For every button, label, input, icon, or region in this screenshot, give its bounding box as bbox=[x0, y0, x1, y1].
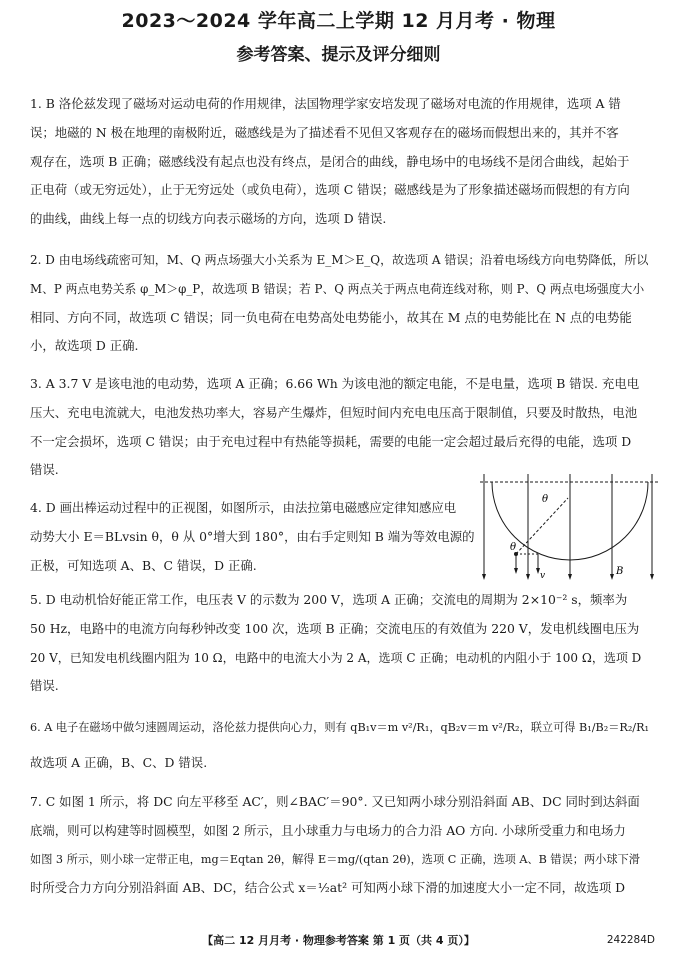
answer-q5 bbox=[30, 586, 650, 701]
answer-line: 20 V，已知发电机线圈内阻为 10 Ω，电路中的电流大小为 2 A，选项 C 正确；电动机的内阻小于 100 Ω，选项 D bbox=[30, 650, 642, 665]
answer-line: 故选项 A 正确，B、C、D 错误. bbox=[30, 754, 208, 770]
page-title: 2023～2024 学年高二上学期 12 月月考 · 物理 bbox=[121, 10, 556, 32]
answer-q1 bbox=[30, 90, 650, 234]
answer-line: 误；地磁的 N 极在地理的南极附近，磁感线是为了描述看不见但又客观存在的磁场而假想出来的，其并不客 bbox=[30, 124, 619, 140]
answer-line: 的曲线，曲线上每一点的切线方向表示磁场的方向，选项 D 错误. bbox=[30, 211, 387, 227]
answer-line: 压大、充电电流就大，电池发热功率大，容易产生爆炸，但短时间内充电电压高于限制值，只要及时散热，电池 bbox=[30, 404, 638, 420]
answer-line: 不一定会损坏，选项 C 错误；由于充电过程中有热能等损耗，需要的电能一定会超过最后充得的电能，选项 D bbox=[30, 433, 632, 449]
answer-line: 时所受合力方向分别沿斜面 AB、DC，结合公式 x＝½at² 可知两小球下滑的加速度大小一定不同，故选项 D bbox=[30, 880, 626, 896]
answer-line: 动势大小 E＝BLvsin θ，θ 从 0°增大到 180°，由右手定则知 B 端为等效电源的 bbox=[30, 528, 475, 544]
answer-q4 bbox=[30, 494, 485, 580]
answer-line: 相同、方向不同，故选项 C 错误；同一负电荷在电势高处电势能小，故其在 M 点的电势能比在 N 点的电势能 bbox=[30, 309, 632, 325]
answer-line: 小，故选项 D 正确. bbox=[30, 338, 139, 354]
page-subtitle: 参考答案、提示及评分细则 bbox=[236, 45, 441, 65]
q4-figure bbox=[480, 474, 658, 586]
answer-line: 错误. bbox=[30, 678, 59, 694]
answer-q3 bbox=[30, 370, 650, 485]
answer-line: 正极，可知选项 A、B、C 错误，D 正确. bbox=[30, 557, 257, 573]
answer-line: 1. B 洛伦兹发现了磁场对运动电荷的作用规律，法国物理学家安培发现了磁场对电流的作用规律，选项 A 错 bbox=[30, 96, 621, 111]
answer-line: 底端，则可以构建等时圆模型，如图 2 所示，且小球重力与电场力的合力沿 AO 方向. 小球所受重力和电场力 bbox=[30, 822, 626, 838]
answer-line: 2. D 由电场线疏密可知，M、Q 两点场强大小关系为 E_M＞E_Q，故选项 A 错误；沿着电场线方向电势降低，所以 bbox=[30, 253, 649, 267]
answer-q2 bbox=[30, 246, 650, 361]
answer-line: 观存在，选项 B 正确；磁感线没有起点也没有终点，是闭合的曲线，静电场中的电场线不是闭合曲线，起始于 bbox=[30, 153, 630, 169]
answer-line: 7. C 如图 1 所示，将 DC 向左平移至 AC′，则∠BAC′＝90°. 又已知两小球分别沿斜面 AB、DC 同时到达斜面 bbox=[30, 794, 640, 809]
answer-line: 正电荷（或无穷远处），止于无穷远处（或负电荷），选项 C 错误；磁感线是为了形象描述磁场而假想的有方向 bbox=[30, 182, 630, 198]
theta-label-top: θ bbox=[542, 494, 549, 505]
answer-line: M、P 两点电势关系 φ_M＞φ_P，故选项 B 错误；若 P、Q 两点关于两点电荷连线对称，则 P、Q 两点电场强度大小 bbox=[30, 281, 645, 296]
answer-line: 50 Hz，电路中的电流方向每秒钟改变 100 次，选项 B 正确；交流电压的有效值为 220 V，发电机线圈电压为 bbox=[30, 620, 640, 636]
answer-line: 4. D 画出棒运动过程中的正视图，如图所示，由法拉第电磁感应定律知感应电 bbox=[30, 500, 457, 515]
field-b-label: B bbox=[616, 566, 624, 577]
answer-line: 6. A 电子在磁场中做匀速圆周运动，洛伦兹力提供向心力，则有 qB₁v＝m v²/R₁，qB₂v＝m v²/R₂，联立可得 B₁/B₂＝R₂/R₁ bbox=[30, 721, 649, 734]
answer-line: 如图 3 所示，则小球一定带正电，mg＝Eqtan 2θ，解得 E＝mg/(qtan 2θ)，选项 C 正确，选项 A、B 错误；两小球下滑 bbox=[30, 852, 640, 866]
velocity-label: v bbox=[540, 571, 546, 581]
answer-line: 5. D 电动机恰好能正常工作，电压表 V 的示数为 200 V，选项 A 正确；交流电的周期为 2×10⁻² s，频率为 bbox=[30, 592, 628, 607]
answer-q7 bbox=[30, 788, 650, 903]
page-footer: 【高二 12 月月考 · 物理参考答案 第 1 页（共 4 页）】 bbox=[202, 934, 475, 947]
theta-label-mid: θ bbox=[510, 542, 517, 553]
answer-line: 3. A 3.7 V 是该电池的电动势，选项 A 正确；6.66 Wh 为该电池的额定电能，不是电量，选项 B 错误. 充电电 bbox=[30, 376, 640, 391]
answer-q6 bbox=[30, 714, 650, 778]
answer-line: 错误. bbox=[30, 462, 59, 478]
doc-code: 242284D bbox=[606, 934, 655, 946]
